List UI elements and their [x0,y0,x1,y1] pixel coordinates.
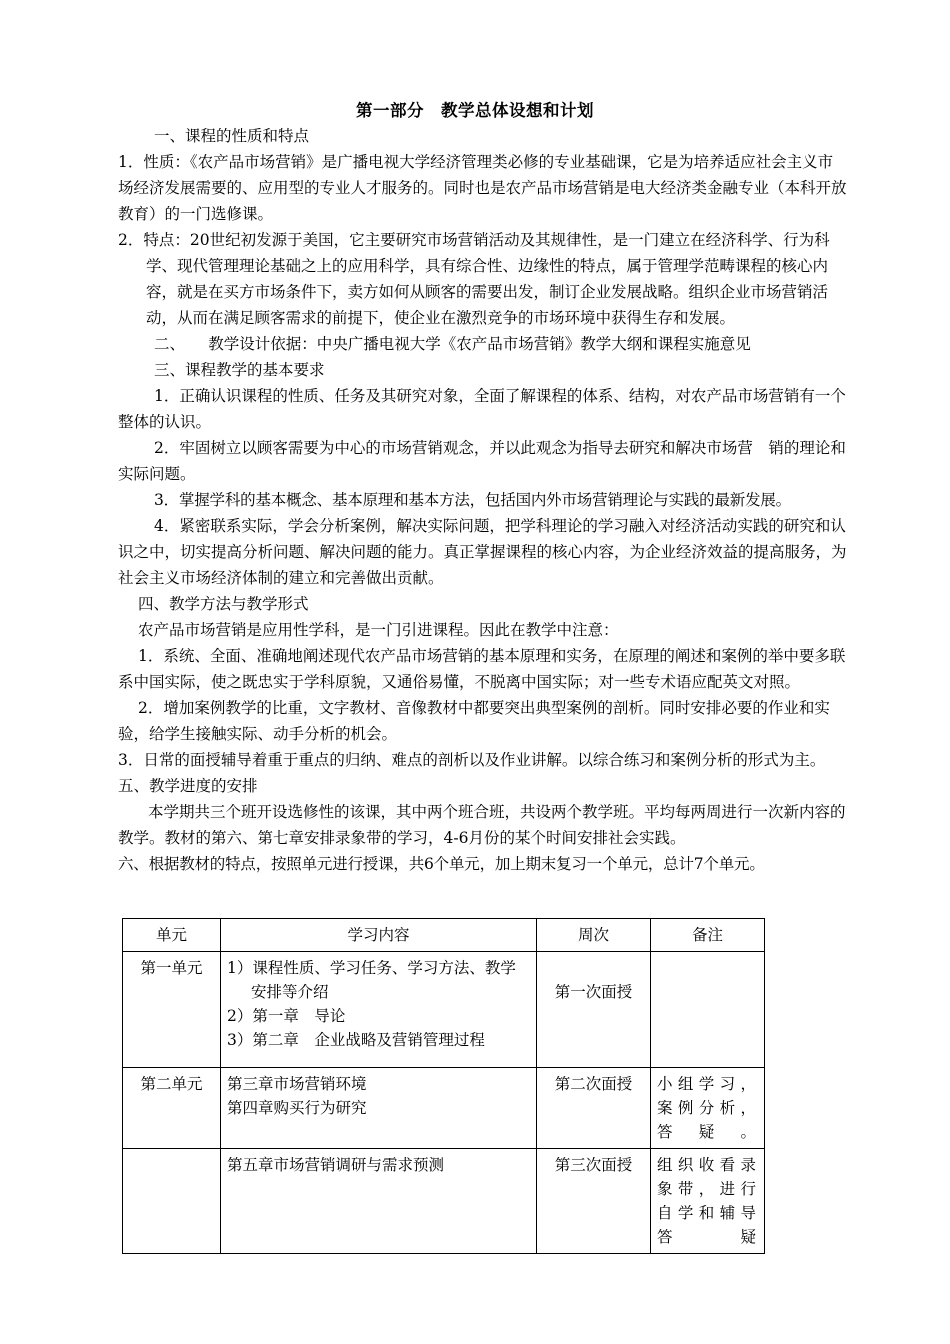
content-item: 2）第一章 导论 [227,1007,346,1025]
section4-item-2: 2．增加案例教学的比重，文字教材、音像教材中都要突出典型案例的剖析。同时安排必要的作业和实验，给学生接触实际、动手分析的机会。 [118,699,830,743]
section6-heading: 六、根据教材的特点，按照单元进行授课，共6个单元，加上期末复习一个单元，总计7个单元。 [118,855,765,873]
section3-heading: 三、课程教学的基本要求 [154,361,325,379]
week-cell: 第一次面授 [537,952,651,1068]
section4-item-3: 3．日常的面授辅导着重于重点的归纳、难点的剖析以及作业讲解。以综合练习和案例分析的形式为主。 [118,751,826,769]
week-cell: 第二次面授 [537,1068,651,1149]
section4-heading: 四、教学方法与教学形式 [138,595,309,613]
header-note: 备注 [651,919,765,952]
content-cell [221,1068,537,1149]
section1-heading: 一、课程的性质和特点 [154,127,310,145]
section3-item-1: 1．正确认识课程的性质、任务及其研究对象，全面了解课程的体系、结构，对农产品市场营销有一个整体的认识。 [118,387,846,431]
table-row [123,952,765,1068]
table-row [123,1068,765,1149]
table-row [123,1149,765,1254]
content-cell [221,952,537,1068]
header-unit: 单元 [123,919,221,952]
content-item: 第三章市场营销环境 [227,1075,367,1093]
section4-intro: 农产品市场营销是应用性学科，是一门引进课程。因此在教学中注意： [138,621,619,639]
content-item: 1）课程性质、学习任务、学习方法、教学安排等介绍 [227,959,516,1001]
content-cell [221,1149,537,1254]
section3-item-2: 2．牢固树立以顾客需要为中心的市场营销观念，并以此观念为指导去研究和解决市场营 销的理论和实际问题。 [118,439,846,483]
week-cell: 第三次面授 [537,1149,651,1254]
content-item: 第四章购买行为研究 [227,1099,367,1117]
section5-paragraph: 本学期共三个班开设选修性的该课，其中两个班合班，共设两个教学班。平均每两周进行一次新内容的教学。教材的第六、第七章安排录象带的学习，4-6月份的某个时间安排社会实践。 [118,803,846,847]
content-item: 3）第二章 企业战略及营销管理过程 [227,1031,485,1049]
content-item: 第五章市场营销调研与需求预测 [227,1156,445,1174]
note-cell [651,952,765,1068]
section1-paragraph-1: 1．性质：《农产品市场营销》是广播电视大学经济管理类必修的专业基础课，它是为培养适应社会主义市场经济发展需要的、应用型的专业人才服务的。同时也是农产品市场营销是电大经济类金融专业（本科开放教育）的一门选修课。 [118,153,847,223]
page-title: 第一部分 教学总体设想和计划 [356,101,594,120]
section2-heading: 二、 教学设计依据：中央广播电视大学《农产品市场营销》教学大纲和课程实施意见 [154,335,751,353]
section3-item-4: 4．紧密联系实际，学会分析案例，解决实际问题，把学科理论的学习融入对经济活动实践的研究和认识之中，切实提高分析问题、解决问题的能力。真正掌握课程的核心内容，为企业经济效益的提高服务，为社会主义市场经济体制的建立和完善做出贡献。 [118,517,847,587]
document-body [118,123,848,877]
unit-cell [123,1149,221,1254]
unit-cell: 第二单元 [123,1068,221,1149]
note-cell: 小组学习，案例分析，答疑。 [651,1068,765,1149]
schedule-table [122,918,765,1254]
section1-paragraph-2: 2．特点：20世纪初发源于美国，它主要研究市场营销活动及其规律性，是一门建立在经济科学、行为科学、现代管理理论基础之上的应用科学，具有综合性、边缘性的特点，属于管理学范畴课程的核心内容，就是在买方市场条件下，卖方如何从顾客的需要出发，制订企业发展战略。组织企业市场营销活动，从而在满足顾客需求的前提下，使企业在激烈竞争的市场环境中获得生存和发展。 [118,231,830,327]
section3-item-3: 3．掌握学科的基本概念、基本原理和基本方法，包括国内外市场营销理论与实践的最新发展。 [154,491,791,509]
note-cell: 组织收看录象带，进行自学和辅导答疑 [651,1149,765,1254]
table-header-row [123,919,765,952]
section4-item-1: 1．系统、全面、准确地阐述现代农产品市场营销的基本原理和实务，在原理的阐述和案例的举中要多联系中国实际，使之既忠实于学科原貌，又通俗易懂，不脱离中国实际；对一些专术语应配英文对照。 [118,647,846,691]
section5-heading: 五、教学进度的安排 [118,777,258,795]
unit-cell: 第一单元 [123,952,221,1068]
header-content: 学习内容 [221,919,537,952]
header-week: 周次 [537,919,651,952]
